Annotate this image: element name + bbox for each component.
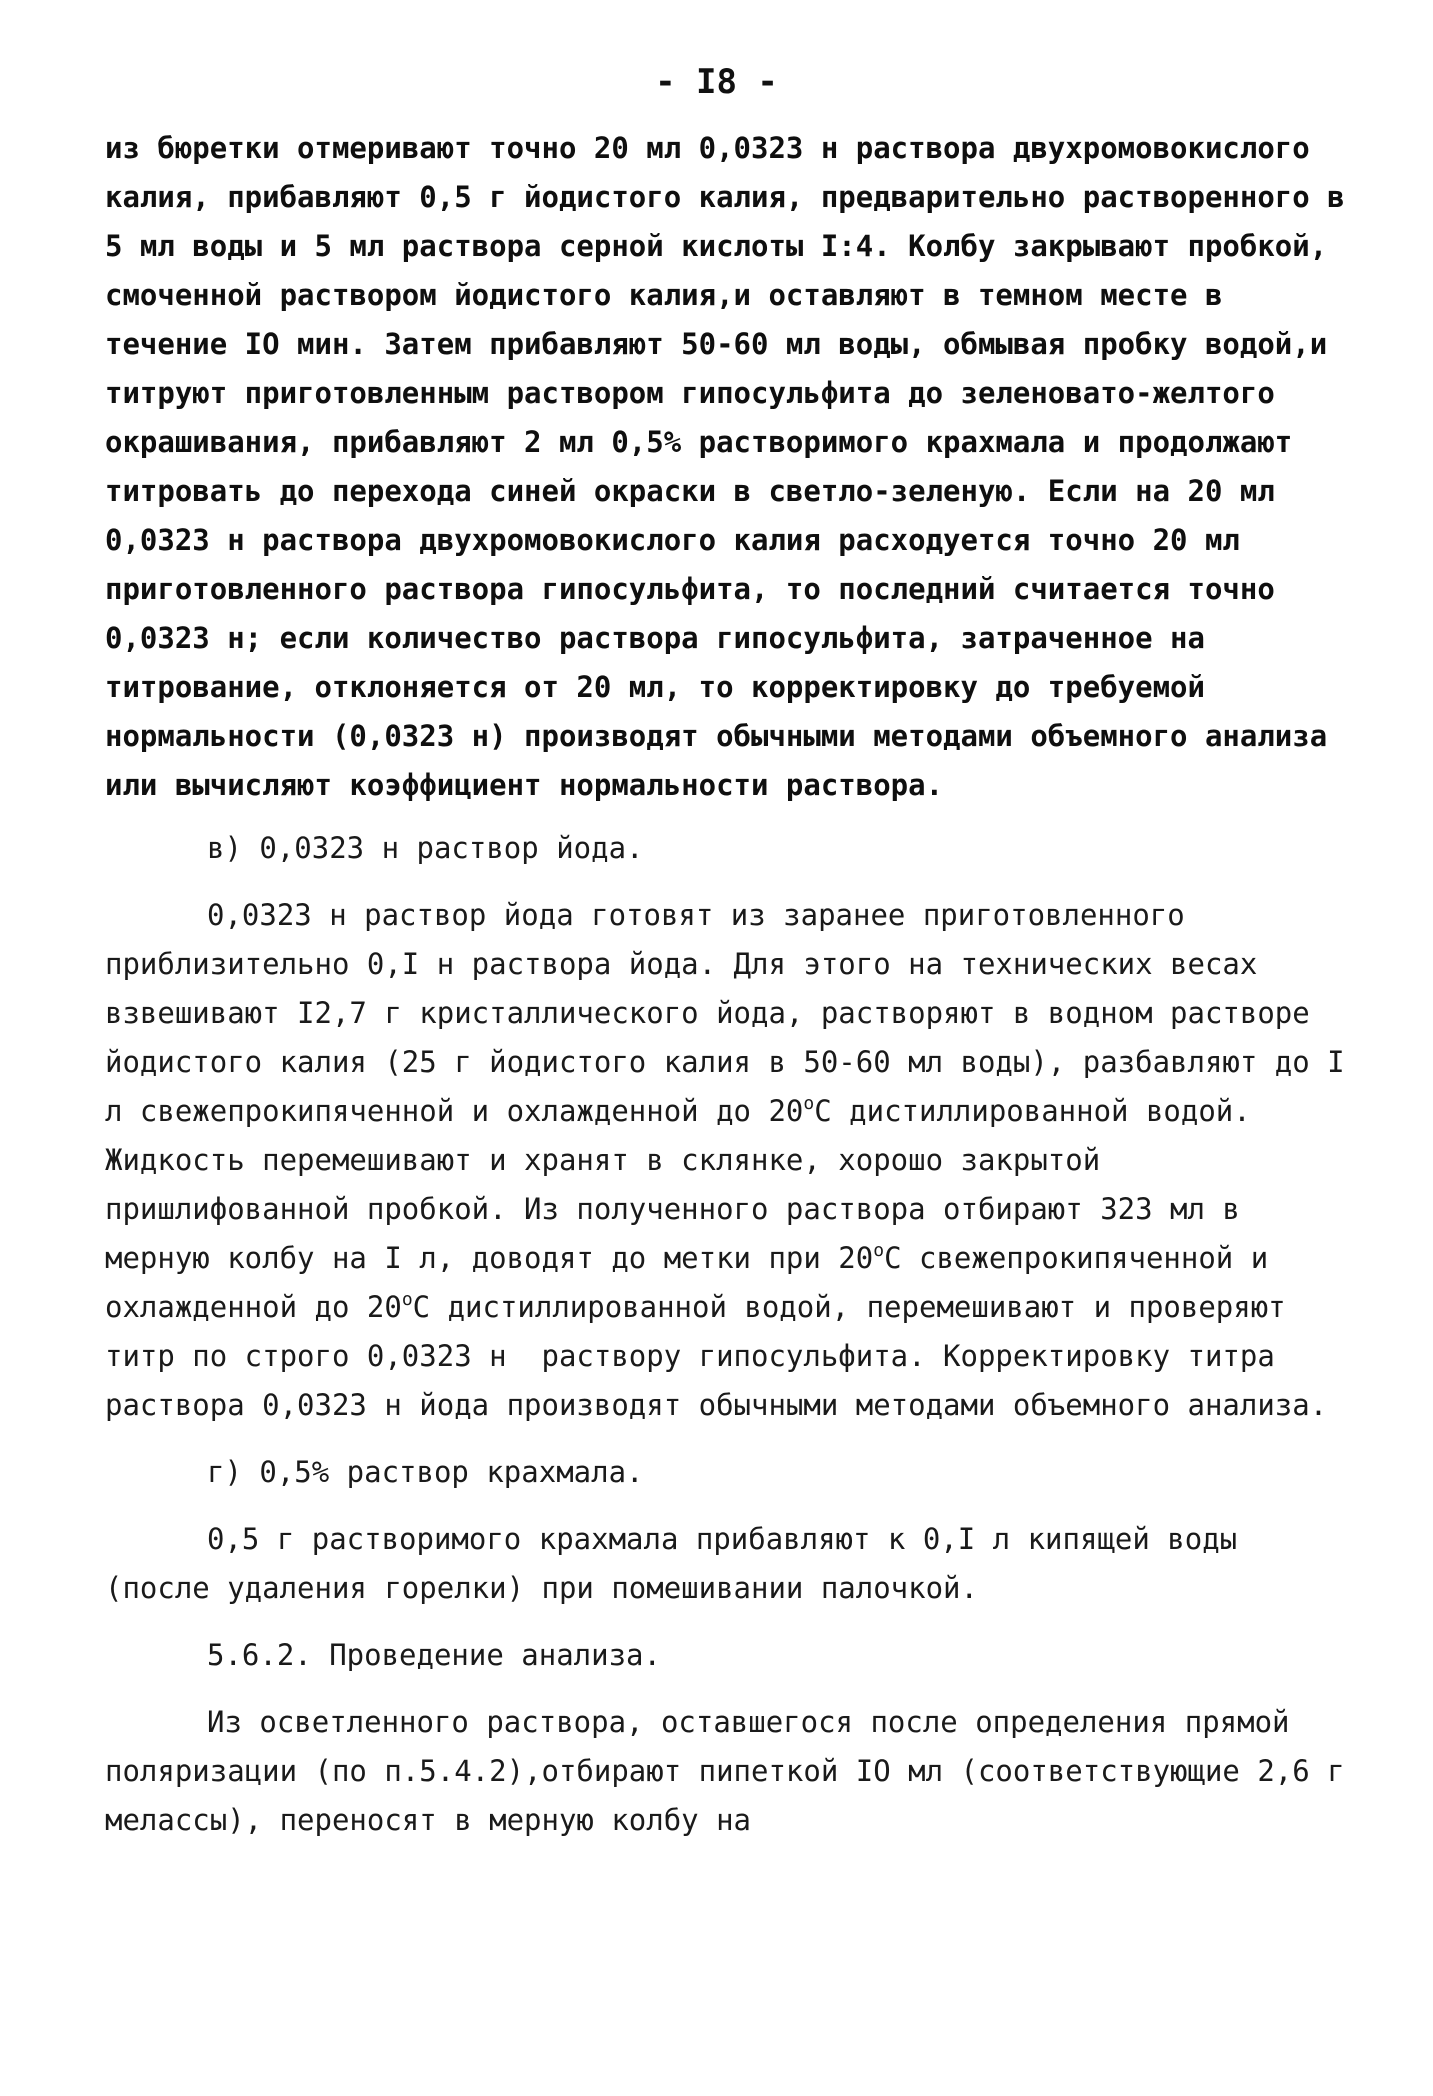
iodine-text-part-3: С свежепрокипяченной и охлажденной до 20 (105, 1241, 1286, 1324)
heading-iodine-solution: в) 0,0323 н раствор йода. (207, 831, 644, 865)
document-body (105, 124, 1363, 1845)
iodine-text-part-4: С дистиллированной водой, перемешивают и проверяют титр по строго 0,0323 н раствору гипосульфита. Корректировку титра раствора 0,0323 н йода производят обычными методами объемного анализа. (105, 1290, 1328, 1422)
degree-mark: o (873, 1240, 885, 1261)
iodine-text-part-1: 0,0323 н раствор йода готовят из заранее приготовленного приблизительно 0,I н раствора йода. Для этого на технических весах взвешивают I2,7 г кристаллического йода, растворяют в водном растворе йодистого калия (25 г йодистого калия в 50-60 мл воды), разбавляют до I л свежепрокипяченной и охлажденной до 20 (105, 898, 1363, 1128)
heading-analysis-section: 5.6.2. Проведение анализа. (207, 1638, 661, 1672)
degree-mark: o (803, 1093, 815, 1114)
paragraph-titration-procedure: из бюретки отмеривают точно 20 мл 0,0323 н раствора двухромовокислого калия, прибавляют 0,5 г йодистого калия, предварительно растворенного в 5 мл воды и 5 мл раствора серной кислоты I:4. Колбу закрывают пробкой, смоченной раствором йодистого калия,и оставляют в темном месте в течение IO мин. Затем прибавляют 50-60 мл воды, обмывая пробку водой,и титруют приготовленным раствором гипосульфита до зеленовато-желтого окрашивания, прибавляют 2 мл 0,5% растворимого крахмала и продолжают титровать до перехода синей окраски в светло-зеленую. Если на 20 мл 0,0323 н раствора двухромовокислого калия расходуется точно 20 мл приготовленного раствора гипосульфита, то последний считается точно 0,0323 н; если количество раствора гипосульфита, затраченное на титрование, отклоняется от 20 мл, то корректировку до требуемой нормальности (0,0323 н) производят обычными методами объемного анализа или вычисляют коэффициент нормальности раствора. (105, 131, 1363, 802)
paragraph-starch-preparation: 0,5 г растворимого крахмала прибавляют к 0,I л кипящей воды (после удаления горелки) при помешивании палочкой. (105, 1522, 1255, 1605)
iodine-text-part-2: С дистиллированной водой. Жидкость перемешивают и хранят в склянке, хорошо закрытой пришлифованной пробкой. Из полученного раствора отбирают 323 мл в мерную колбу на I л, доводят до метки при 20 (105, 1094, 1269, 1275)
page-number: - I8 - (655, 62, 778, 102)
degree-mark: o (401, 1289, 413, 1310)
paragraph-analysis-procedure: Из осветленного раствора, оставшегося после определения прямой поляризации (по п.5.4.2),отбирают пипеткой IO мл (соответствующие 2,6 г мелассы), переносят в мерную колбу на (105, 1705, 1363, 1837)
heading-starch-solution: г) 0,5% раствор крахмала. (207, 1455, 644, 1489)
paragraph-iodine-preparation (105, 891, 1363, 1430)
